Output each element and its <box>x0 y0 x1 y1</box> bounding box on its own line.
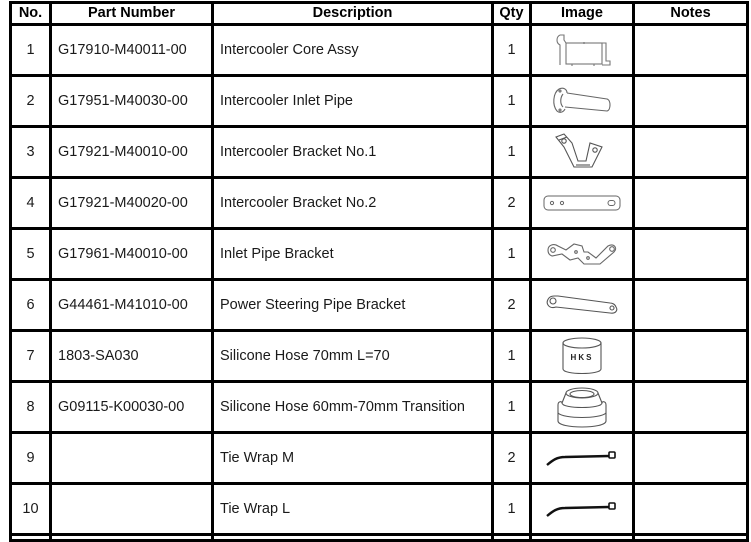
inlet-pipe-icon <box>549 85 615 117</box>
row-description: Intercooler Core Assy <box>213 25 493 76</box>
row-image <box>531 178 634 229</box>
row-description: Intercooler Bracket No.1 <box>213 127 493 178</box>
header-part-number: Part Number <box>51 3 213 25</box>
row-part-number: G17921-M40010-00 <box>51 127 213 178</box>
row-no: 2 <box>11 76 51 127</box>
row-no: 10 <box>11 484 51 535</box>
row-notes <box>634 382 748 433</box>
row-part-number: G44461-M41010-00 <box>51 280 213 331</box>
row-image <box>531 25 634 76</box>
table-row <box>11 382 748 433</box>
row-qty: 1 <box>493 382 531 433</box>
row-description: Silicone Hose 60mm-70mm Transition <box>213 382 493 433</box>
row-notes <box>634 25 748 76</box>
row-qty: 1 <box>493 484 531 535</box>
row-description: Tie Wrap M <box>213 433 493 484</box>
tie-wrap-icon <box>545 448 619 468</box>
hose-logo-text: HKS <box>570 353 594 362</box>
table-row <box>11 331 748 382</box>
table-row <box>11 178 748 229</box>
row-no: 8 <box>11 382 51 433</box>
row-description: Intercooler Bracket No.2 <box>213 178 493 229</box>
header-image: Image <box>531 3 634 25</box>
row-no: 6 <box>11 280 51 331</box>
row-qty: 1 <box>493 331 531 382</box>
header-no: No. <box>11 3 51 25</box>
table-row-partial <box>11 535 748 541</box>
row-image <box>531 484 634 535</box>
row-no: 3 <box>11 127 51 178</box>
row-part-number: 1803-SA030 <box>51 331 213 382</box>
table-row <box>11 433 748 484</box>
row-qty: 1 <box>493 76 531 127</box>
row-notes <box>634 433 748 484</box>
silicone-hose-icon <box>559 335 605 377</box>
row-part-number: G17951-M40030-00 <box>51 76 213 127</box>
row-notes <box>634 229 748 280</box>
link-bracket-icon <box>544 292 620 318</box>
row-part-number: G17921-M40020-00 <box>51 178 213 229</box>
row-no: 9 <box>11 433 51 484</box>
row-notes <box>634 178 748 229</box>
row-qty: 1 <box>493 229 531 280</box>
row-image <box>531 76 634 127</box>
row-part-number <box>51 433 213 484</box>
row-image <box>531 382 634 433</box>
row-no: 7 <box>11 331 51 382</box>
row-image <box>531 433 634 484</box>
row-notes <box>634 484 748 535</box>
row-no: 4 <box>11 178 51 229</box>
table-row <box>11 484 748 535</box>
flat-bracket-icon <box>542 193 622 213</box>
row-image <box>531 331 634 382</box>
row-description: Intercooler Inlet Pipe <box>213 76 493 127</box>
table-row <box>11 25 748 76</box>
row-no: 5 <box>11 229 51 280</box>
table-row <box>11 127 748 178</box>
row-description: Power Steering Pipe Bracket <box>213 280 493 331</box>
row-qty: 1 <box>493 25 531 76</box>
row-notes <box>634 127 748 178</box>
header-row <box>11 3 748 25</box>
header-notes: Notes <box>634 3 748 25</box>
intercooler-core-icon <box>550 31 614 69</box>
row-image <box>531 280 634 331</box>
bent-bracket-icon <box>544 240 620 268</box>
row-part-number: G17961-M40010-00 <box>51 229 213 280</box>
row-description: Silicone Hose 70mm L=70 <box>213 331 493 382</box>
row-qty: 1 <box>493 127 531 178</box>
bracket-v-icon <box>552 131 612 173</box>
row-qty: 2 <box>493 433 531 484</box>
row-no: 1 <box>11 25 51 76</box>
row-image <box>531 127 634 178</box>
row-notes <box>634 280 748 331</box>
row-part-number: G17910-M40011-00 <box>51 25 213 76</box>
table-row <box>11 229 748 280</box>
row-image <box>531 229 634 280</box>
table-row <box>11 76 748 127</box>
transition-hose-icon <box>554 385 610 429</box>
row-qty: 2 <box>493 178 531 229</box>
row-notes <box>634 331 748 382</box>
header-qty: Qty <box>493 3 531 25</box>
table-row <box>11 280 748 331</box>
row-part-number <box>51 484 213 535</box>
tie-wrap-icon <box>545 499 619 519</box>
row-qty: 2 <box>493 280 531 331</box>
parts-list-table <box>9 1 749 542</box>
row-part-number: G09115-K00030-00 <box>51 382 213 433</box>
header-description: Description <box>213 3 493 25</box>
row-notes <box>634 76 748 127</box>
row-description: Inlet Pipe Bracket <box>213 229 493 280</box>
row-description: Tie Wrap L <box>213 484 493 535</box>
